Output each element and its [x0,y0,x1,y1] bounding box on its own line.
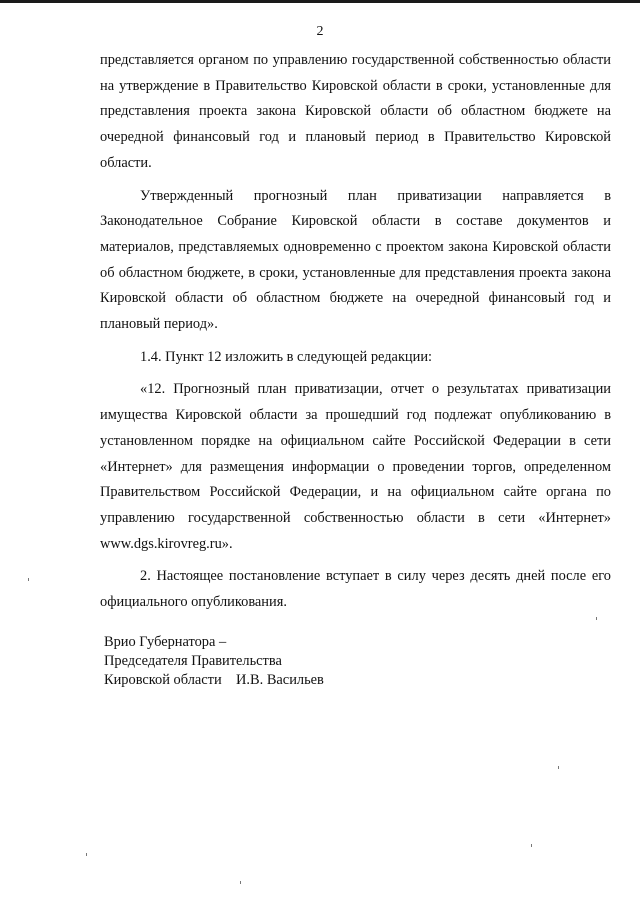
scan-speck [558,766,559,769]
paragraph-clause-12: «12. Прогнозный план приватизации, отчет о результатах приватизации имущества Кировской области за прошедший год подлежат опубликованию в установленном порядке на официальном сайте Российской Федерации в сети «Интернет» для размещения информации о проведении торгов, определенном Правительством Российской Федерации, и на официальном сайте органа по управлению государственной собственностью области в сети «Интернет» www.dgs.kirovreg.ru». [100,381,611,552]
page-number: 2 [316,24,324,39]
document-body [100,48,611,623]
paragraph-continuation: представляется органом по управлению государственной собственностью области на утверждение в Правительство Кировской области в сроки, установленные для представления проекта закона Кировской области об областном бюджете на очередной финансовый год и плановый период в Правительство Кировской области. [100,52,611,171]
signature-block [104,633,324,690]
paragraph-effective-date: 2. Настоящее постановление вступает в силу через десять дней после его официального опубликования. [100,568,611,611]
scan-speck [240,881,241,884]
signature-title-line-2: Председателя Правительства [104,653,282,669]
scan-speck [531,844,532,847]
scan-speck [28,578,29,581]
signature-title-line-1: Врио Губернатора – [104,634,227,650]
scan-speck [596,617,597,620]
top-border-line [0,0,640,3]
scan-speck [86,853,87,856]
paragraph-clause-1-4: 1.4. Пункт 12 изложить в следующей редакции: [140,348,433,365]
signature-name-line: Кировской области И.В. Васильев [104,672,324,688]
paragraph-approved-plan: Утвержденный прогнозный план приватизации направляется в Законодательное Собрание Кировской области в составе документов и материалов, представляемых одновременно с проектом закона Кировской области об областном бюджете, в сроки, установленные для представления проекта закона Кировской области об областном бюджете на очередной финансовый год и плановый период». [100,187,611,333]
